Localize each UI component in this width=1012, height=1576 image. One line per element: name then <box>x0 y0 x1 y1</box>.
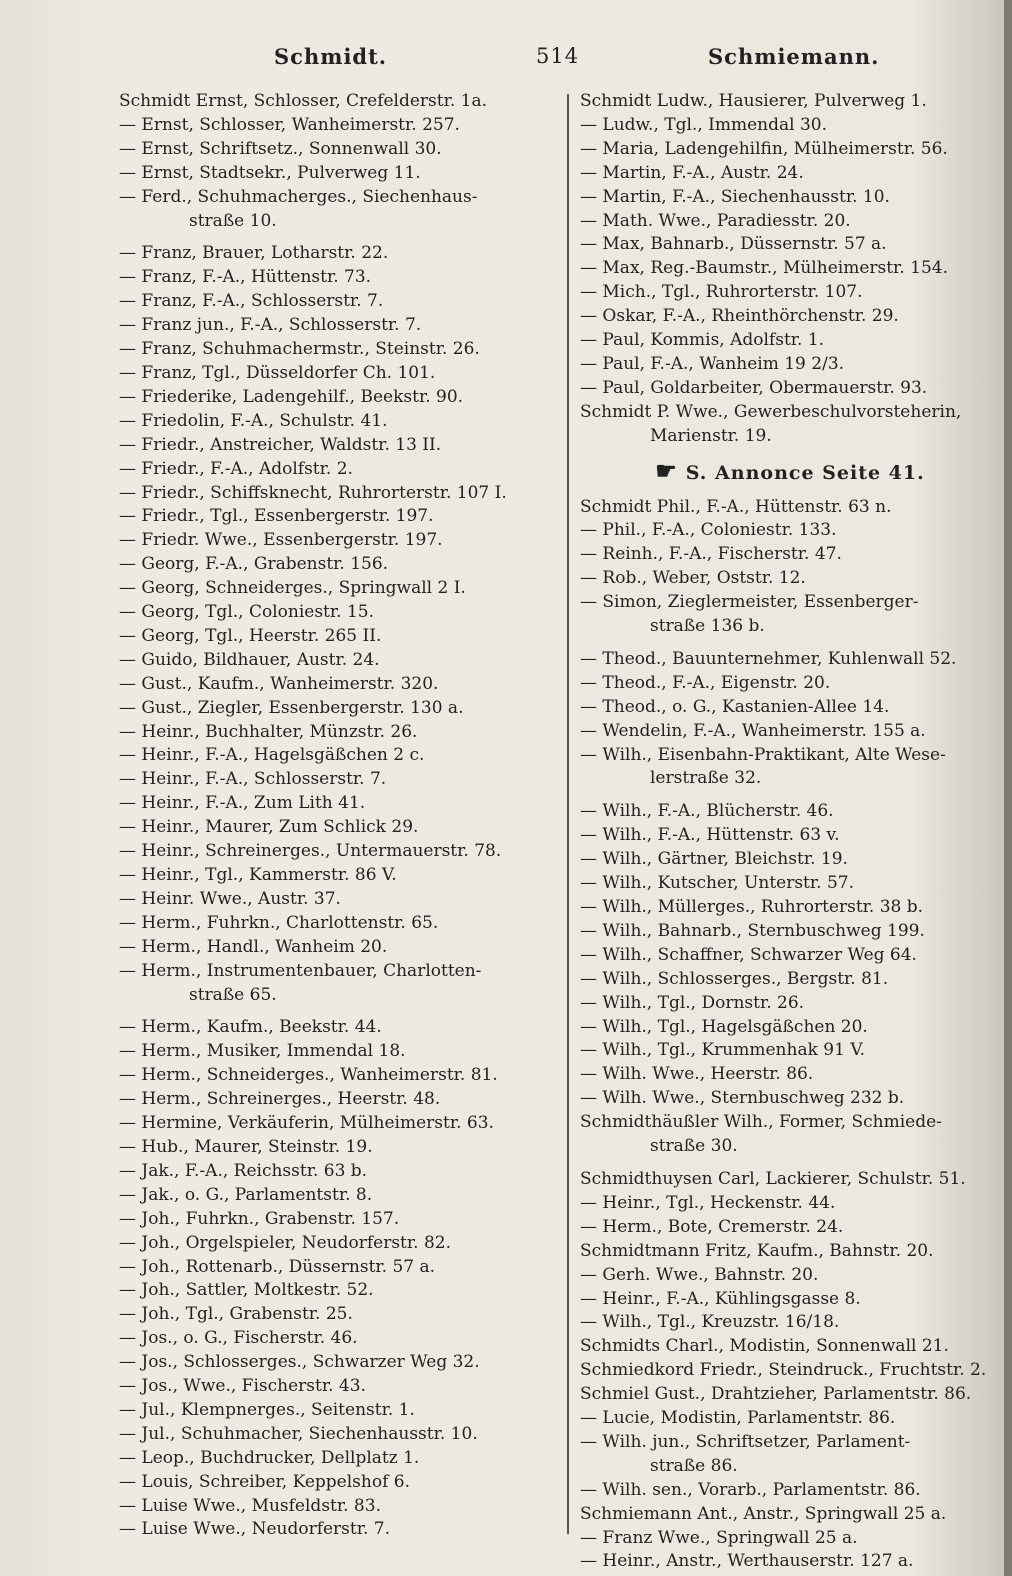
directory-entry-line: — Herm., Fuhrkn., Charlottenstr. 65. <box>119 912 439 933</box>
directory-entry-line: — Paul, F.-A., Wanheim 19 2/3. <box>580 353 845 374</box>
directory-entry-line: — Georg, F.-A., Grabenstr. 156. <box>119 554 389 575</box>
directory-entry-line: — Gust., Ziegler, Essenbergerstr. 130 a. <box>119 697 464 718</box>
directory-entry-line: lerstraße 32. <box>650 768 762 789</box>
directory-entry-line: — Herm., Musiker, Immendal 18. <box>119 1041 406 1062</box>
directory-entry-line: Schmidthäußler Wilh., Former, Schmiede- <box>580 1112 942 1133</box>
pointing-hand-icon: ☛ <box>655 455 678 485</box>
directory-entry-line: — Jos., Wwe., Fischerstr. 43. <box>119 1376 366 1397</box>
directory-entry-line: — Franz, Tgl., Düsseldorfer Ch. 101. <box>119 362 436 383</box>
directory-entry-line: — Jos., o. G., Fischerstr. 46. <box>119 1328 358 1349</box>
entry-spacer <box>119 233 561 242</box>
entry-spacer <box>580 639 1000 648</box>
directory-entry-line: — Joh., Tgl., Grabenstr. 25. <box>119 1304 353 1325</box>
directory-entry-line: — Ferd., Schuhmacherges., Siechenhaus- <box>119 186 478 207</box>
directory-entry-line: — Heinr., F.-A., Schlosserstr. 7. <box>119 769 387 790</box>
directory-entry-line: straße 65. <box>189 984 277 1005</box>
directory-entry-line: — Jul., Schuhmacher, Siechenhausstr. 10. <box>119 1423 478 1444</box>
directory-entry-line: — Friedr., Tgl., Essenbergerstr. 197. <box>119 506 434 527</box>
directory-entry-line: — Theod., F.-A., Eigenstr. 20. <box>580 672 831 693</box>
directory-entry-line: — Herm., Bote, Cremerstr. 24. <box>580 1216 844 1237</box>
directory-entry-line: — Franz, F.-A., Schlosserstr. 7. <box>119 291 384 312</box>
directory-entry-line: Schmidt Phil., F.-A., Hüttenstr. 63 n. <box>580 496 892 517</box>
directory-entry-line: — Paul, Goldarbeiter, Obermauerstr. 93. <box>580 377 928 398</box>
entry-spacer <box>580 791 1000 800</box>
directory-entry-line: — Heinr., F.-A., Kühlingsgasse 8. <box>580 1288 861 1309</box>
directory-entry-line: — Wilh., Schlosserges., Bergstr. 81. <box>580 968 889 989</box>
directory-entry-line: Schmiel Gust., Drahtzieher, Parlamentstr. 86. <box>580 1384 972 1405</box>
directory-entry-line: — Friedr., Anstreicher, Waldstr. 13 II. <box>119 434 442 455</box>
directory-entry-line: — Joh., Sattler, Moltkestr. 52. <box>119 1280 374 1301</box>
left-column <box>119 90 561 1542</box>
directory-entry-line: — Reinh., F.-A., Fischerstr. 47. <box>580 544 842 565</box>
directory-entry-line: — Hub., Maurer, Steinstr. 19. <box>119 1136 373 1157</box>
directory-entry-line: Schmidtmann Fritz, Kaufm., Bahnstr. 20. <box>580 1240 934 1261</box>
directory-entry-line: — Hermine, Verkäuferin, Mülheimerstr. 63. <box>119 1113 494 1134</box>
directory-entry-line: — Wilh., Tgl., Krummenhak 91 V. <box>580 1040 866 1061</box>
directory-entry-line: — Wilh., Bahnarb., Sternbuschweg 199. <box>580 920 925 941</box>
directory-entry-line: straße 86. <box>650 1455 738 1476</box>
directory-entry-line: — Jul., Klempnerges., Seitenstr. 1. <box>119 1399 415 1420</box>
directory-entry-line: — Wilh., Gärtner, Bleichstr. 19. <box>580 849 848 870</box>
header-right-name: Schmiemann. <box>708 44 880 69</box>
directory-entry-line: — Luise Wwe., Neudorferstr. 7. <box>119 1519 391 1540</box>
entry-spacer <box>119 1007 561 1016</box>
directory-entry-line: — Friedolin, F.-A., Schulstr. 41. <box>119 410 388 431</box>
directory-entry-line: — Martin, F.-A., Austr. 24. <box>580 162 804 183</box>
directory-entry-line: — Gerh. Wwe., Bahnstr. 20. <box>580 1264 819 1285</box>
directory-entry-line: — Max, Reg.-Baumstr., Mülheimerstr. 154. <box>580 258 948 279</box>
entry-spacer <box>580 1159 1000 1168</box>
directory-entry-line: — Mich., Tgl., Ruhrorterstr. 107. <box>580 282 863 303</box>
right-column-entries-bottom <box>580 496 1000 1575</box>
directory-entry-line: — Ernst, Schriftsetz., Sonnenwall 30. <box>119 138 442 159</box>
directory-entry-line: — Joh., Orgelspieler, Neudorferstr. 82. <box>119 1232 451 1253</box>
directory-entry-line: — Heinr., Tgl., Kammerstr. 86 V. <box>119 865 397 885</box>
directory-entry-line: — Herm., Kaufm., Beekstr. 44. <box>119 1017 382 1038</box>
directory-entry-line: — Wilh., Kutscher, Unterstr. 57. <box>580 873 854 894</box>
directory-entry-line: — Wilh., Tgl., Hagelsgäßchen 20. <box>580 1016 868 1037</box>
directory-entry-line: — Heinr., F.-A., Hagelsgäßchen 2 c. <box>119 745 425 766</box>
directory-entry-line: — Wilh. Wwe., Sternbuschweg 232 b. <box>580 1088 905 1109</box>
directory-entry-line: — Heinr., F.-A., Zum Lith 41. <box>119 793 366 814</box>
directory-entry-line: — Herm., Schreinerges., Heerstr. 48. <box>119 1089 441 1110</box>
directory-entry-line: — Friederike, Ladengehilf., Beekstr. 90. <box>119 386 464 407</box>
directory-entry-line: — Max, Bahnarb., Düssernstr. 57 a. <box>580 234 887 255</box>
directory-entry-line: — Jos., Schlosserges., Schwarzer Weg 32. <box>119 1352 480 1373</box>
directory-entry-line: — Friedr. Wwe., Essenbergerstr. 197. <box>119 530 443 551</box>
advertisement-notice <box>580 449 1000 496</box>
directory-entry-line: — Jak., F.-A., Reichsstr. 63 b. <box>119 1160 368 1181</box>
directory-entry-line: Schmidt P. Wwe., Gewerbeschulvorsteherin, <box>580 401 962 422</box>
directory-entry-line: — Wilh. jun., Schriftsetzer, Parlament- <box>580 1431 911 1452</box>
directory-entry-line: — Wendelin, F.-A., Wanheimerstr. 155 a. <box>580 720 926 741</box>
directory-entry-line: — Theod., Bauunternehmer, Kuhlenwall 52. <box>580 648 957 669</box>
right-column-entries-top <box>580 90 1000 449</box>
directory-entry-line: — Heinr. Wwe., Austr. 37. <box>119 888 341 909</box>
directory-entry-line: — Rob., Weber, Oststr. 12. <box>580 568 806 589</box>
directory-entry-line: — Joh., Rottenarb., Düssernstr. 57 a. <box>119 1256 436 1277</box>
page-number: 514 <box>536 44 580 68</box>
directory-entry-line: — Maria, Ladengehilfin, Mülheimerstr. 56. <box>580 138 948 159</box>
directory-entry-line: Schmiedkord Friedr., Steindruck., Fruchtstr. 2. <box>580 1360 987 1381</box>
directory-entry-line: Schmidt Ludw., Hausierer, Pulverweg 1. <box>580 91 927 111</box>
directory-entry-line: — Heinr., Anstr., Werthauserstr. 127 a. <box>580 1551 914 1572</box>
directory-entry-line: Schmidthuysen Carl, Lackierer, Schulstr. 51. <box>580 1168 966 1189</box>
directory-entry-line: — Franz, Schuhmachermstr., Steinstr. 26. <box>119 339 480 360</box>
right-column <box>580 90 1000 1574</box>
directory-entry-line: — Franz, F.-A., Hüttenstr. 73. <box>119 267 372 288</box>
page-edge <box>1004 0 1012 1576</box>
directory-entry-line: — Herm., Instrumentenbauer, Charlotten- <box>119 960 482 981</box>
directory-entry-line: — Louis, Schreiber, Keppelshof 6. <box>119 1471 410 1492</box>
directory-entry-line: — Herm., Handl., Wanheim 20. <box>119 936 388 957</box>
directory-entry-line: — Friedr., Schiffsknecht, Ruhrorterstr. 107 I. <box>119 482 507 503</box>
directory-entry-line: — Joh., Fuhrkn., Grabenstr. 157. <box>119 1208 400 1229</box>
directory-entry-line: — Wilh. Wwe., Heerstr. 86. <box>580 1064 814 1085</box>
directory-entry-line: — Wilh., Müllerges., Ruhrorterstr. 38 b. <box>580 897 924 917</box>
directory-entry-line: — Georg, Tgl., Coloniestr. 15. <box>119 602 374 623</box>
directory-entry-line: — Wilh., F.-A., Hüttenstr. 63 v. <box>580 825 840 846</box>
directory-entry-line: — Simon, Zieglermeister, Essenberger- <box>580 592 919 613</box>
directory-entry-line: Schmidts Charl., Modistin, Sonnenwall 21. <box>580 1336 949 1357</box>
directory-entry-line: — Jak., o. G., Parlamentstr. 8. <box>119 1184 373 1205</box>
directory-entry-line: — Herm., Schneiderges., Wanheimerstr. 81. <box>119 1065 498 1086</box>
directory-entry-line: — Guido, Bildhauer, Austr. 24. <box>119 649 380 670</box>
directory-entry-line: — Ernst, Schlosser, Wanheimerstr. 257. <box>119 114 460 135</box>
directory-entry-line: — Leop., Buchdrucker, Dellplatz 1. <box>119 1447 420 1468</box>
directory-entry-line: — Heinr., Schreinerges., Untermauerstr. 78. <box>119 841 502 862</box>
directory-entry-line: — Wilh., Eisenbahn-Praktikant, Alte Wese- <box>580 744 946 765</box>
directory-entry-line: — Heinr., Maurer, Zum Schlick 29. <box>119 817 419 838</box>
directory-entry-line: — Oskar, F.-A., Rheinthörchenstr. 29. <box>580 306 899 327</box>
directory-entry-line: — Georg, Tgl., Heerstr. 265 II. <box>119 625 382 646</box>
directory-entry-line: — Georg, Schneiderges., Springwall 2 I. <box>119 578 466 599</box>
directory-entry-line: — Ludw., Tgl., Immendal 30. <box>580 114 827 135</box>
directory-entry-line: — Heinr., Buchhalter, Münzstr. 26. <box>119 721 418 742</box>
directory-entry-line: — Theod., o. G., Kastanien-Allee 14. <box>580 696 890 717</box>
column-divider <box>567 94 569 1534</box>
directory-entry-line: — Wilh., Schaffner, Schwarzer Weg 64. <box>580 944 917 965</box>
header-left-name: Schmidt. <box>274 44 388 69</box>
directory-entry-line: straße 10. <box>189 210 277 231</box>
page-header <box>0 44 1000 74</box>
directory-entry-line: — Luise Wwe., Musfeldstr. 83. <box>119 1495 381 1516</box>
directory-entry-line: — Martin, F.-A., Siechenhausstr. 10. <box>580 186 890 207</box>
directory-entry-line: — Franz, Brauer, Lotharstr. 22. <box>119 243 389 264</box>
directory-entry-line: — Gust., Kaufm., Wanheimerstr. 320. <box>119 673 439 694</box>
directory-entry-line: straße 30. <box>650 1136 738 1157</box>
directory-entry-line: — Franz Wwe., Springwall 25 a. <box>580 1527 858 1548</box>
directory-entry-line: straße 136 b. <box>650 616 765 637</box>
directory-entry-line: Schmidt Ernst, Schlosser, Crefelderstr. 1a. <box>119 91 488 111</box>
notice-text: S. Annonce Seite 41. <box>685 461 925 484</box>
directory-entry-line: — Wilh., F.-A., Blücherstr. 46. <box>580 801 834 822</box>
directory-entry-line: — Lucie, Modistin, Parlamentstr. 86. <box>580 1408 896 1429</box>
directory-entry-line: — Math. Wwe., Paradiesstr. 20. <box>580 210 851 231</box>
directory-entry-line: — Ernst, Stadtsekr., Pulverweg 11. <box>119 162 421 183</box>
directory-entry-line: Schmiemann Ant., Anstr., Springwall 25 a. <box>580 1503 947 1524</box>
directory-entry-line: — Heinr., Tgl., Heckenstr. 44. <box>580 1192 836 1213</box>
directory-entry-line: — Phil., F.-A., Coloniestr. 133. <box>580 520 837 541</box>
directory-entry-line: — Franz jun., F.-A., Schlosserstr. 7. <box>119 315 422 336</box>
directory-entry-line: — Wilh., Tgl., Kreuzstr. 16/18. <box>580 1312 840 1333</box>
directory-entry-line: — Wilh., Tgl., Dornstr. 26. <box>580 992 805 1013</box>
directory-entry-line: — Wilh. sen., Vorarb., Parlamentstr. 86. <box>580 1479 921 1500</box>
directory-entry-line: Marienstr. 19. <box>650 425 772 446</box>
directory-entry-line: — Paul, Kommis, Adolfstr. 1. <box>580 330 825 351</box>
directory-entry-line: — Friedr., F.-A., Adolfstr. 2. <box>119 458 353 479</box>
